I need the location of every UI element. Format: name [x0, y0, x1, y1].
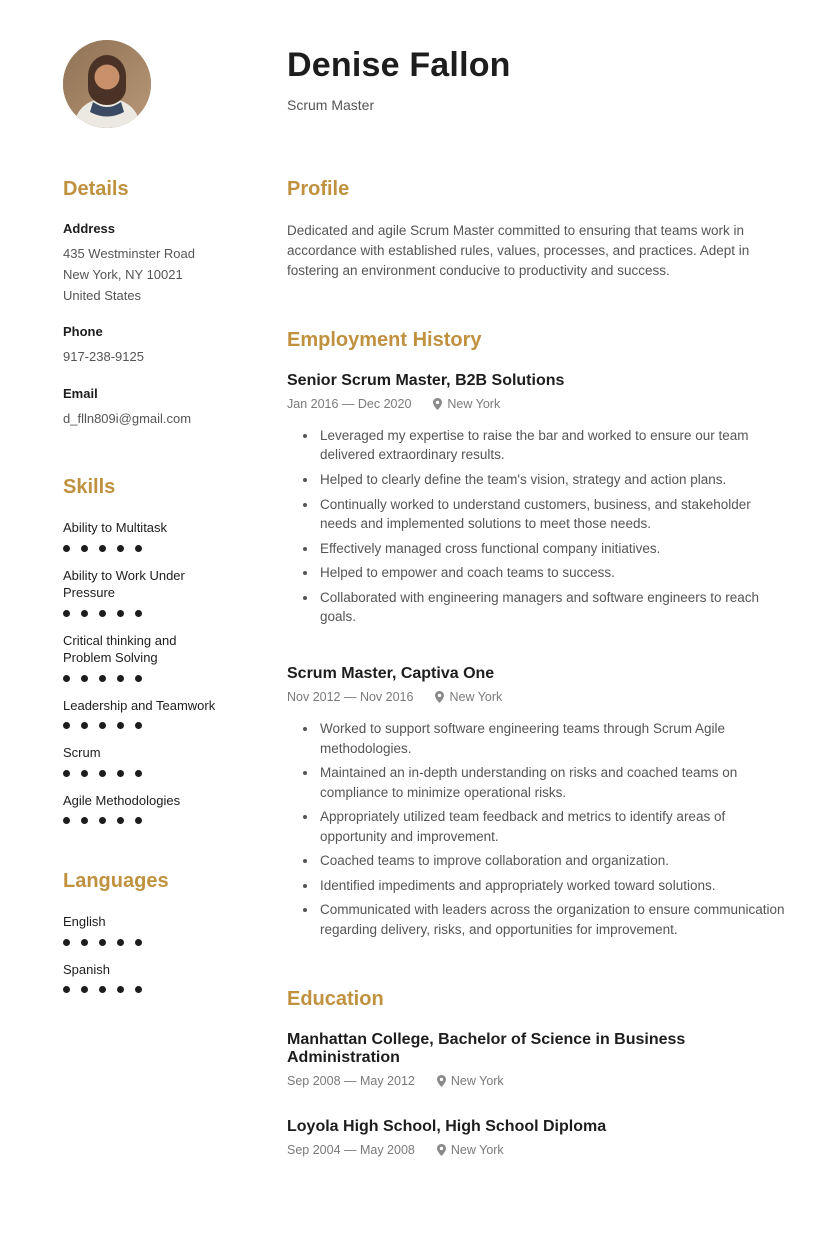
language-item — [63, 961, 226, 994]
education-location: New York — [450, 1142, 504, 1157]
rating-dot — [63, 610, 70, 617]
person-name: Denise Fallon — [287, 46, 511, 84]
languages-section — [63, 870, 226, 993]
skill-rating — [63, 675, 226, 682]
rating-dot — [135, 770, 142, 777]
skills-heading: Skills — [63, 475, 116, 498]
rating-dot — [63, 817, 70, 824]
profile-heading: Profile — [287, 178, 350, 200]
language-rating — [63, 939, 226, 946]
education-dates: Sep 2004 — May 2008 — [287, 1142, 415, 1157]
education-entry — [287, 1118, 790, 1157]
rating-dot — [99, 817, 106, 824]
rating-dot — [99, 770, 106, 777]
rating-dot — [81, 675, 88, 682]
rating-dot — [63, 770, 70, 777]
profile-text: Dedicated and agile Scrum Master committed to ensuring that teams work in accordance with established rules, values, processes, and practices. Adept in fostering an environment conducive to productivity and success. — [287, 223, 750, 278]
rating-dot — [117, 986, 124, 993]
details-section — [63, 178, 226, 430]
skill-rating — [63, 770, 226, 777]
language-rating — [63, 986, 226, 993]
skill-item — [63, 567, 226, 617]
rating-dot — [135, 675, 142, 682]
job-bullet: • Continually worked to understand customers, business, and stakeholder needs and implemented solutions to meet those needs. — [318, 495, 790, 534]
header-name-block — [287, 40, 790, 113]
rating-dot — [135, 722, 142, 729]
rating-dot — [117, 939, 124, 946]
education-heading: Education — [287, 987, 384, 1010]
address-line: 435 Westminster Road — [63, 246, 195, 261]
skill-item — [63, 519, 226, 552]
job-bullet: • Identified impediments and appropriately worked toward solutions. — [318, 876, 790, 896]
rating-dot — [63, 675, 70, 682]
email-value: d_flln809i@gmail.com — [63, 411, 192, 427]
job-entry — [287, 372, 790, 627]
job-title: Scrum Master, Captiva One — [287, 664, 495, 682]
address-line: United States — [63, 287, 142, 303]
education-dates: Sep 2008 — May 2012 — [287, 1073, 415, 1088]
rating-dot — [81, 545, 88, 552]
rating-dot — [117, 545, 124, 552]
job-dates: Nov 2012 — Nov 2016 — [287, 689, 414, 704]
job-bullet: • Collaborated with engineering managers and software engineers to reach goals. — [318, 588, 790, 627]
skills-section — [63, 476, 226, 824]
job-entry — [287, 665, 790, 940]
skill-name: Critical thinking and Problem Solving — [63, 632, 177, 666]
job-bullet: • Maintained an in-depth understanding on risks and coached teams on compliance to minimize operational risks. — [318, 763, 790, 802]
employment-heading: Employment History — [287, 328, 482, 351]
skill-rating — [63, 817, 226, 824]
phone-label: Phone — [63, 324, 103, 340]
rating-dot — [81, 817, 88, 824]
resume-header — [63, 40, 790, 128]
language-name: English — [63, 914, 106, 930]
rating-dot — [117, 610, 124, 617]
education-entry — [287, 1031, 790, 1088]
job-bullet: • Worked to support software engineering teams through Scrum Agile methodologies. — [318, 719, 790, 758]
skill-name: Agile Methodologies — [63, 792, 181, 808]
languages-heading: Languages — [63, 870, 169, 893]
rating-dot — [63, 939, 70, 946]
rating-dot — [99, 610, 106, 617]
map-pin-icon — [437, 1075, 446, 1087]
phone-value: 917-238-9125 — [63, 349, 144, 365]
email-label: Email — [63, 386, 98, 402]
language-name: Spanish — [63, 961, 110, 977]
rating-dot — [99, 545, 106, 552]
job-bullets — [287, 426, 790, 627]
skill-item — [63, 632, 226, 682]
education-meta — [287, 1074, 790, 1088]
job-location: New York — [449, 689, 503, 704]
rating-dot — [63, 545, 70, 552]
rating-dot — [135, 817, 142, 824]
job-bullets — [287, 719, 790, 940]
avatar-illustration — [63, 40, 151, 128]
job-meta — [287, 397, 790, 411]
rating-dot — [135, 939, 142, 946]
job-meta — [287, 690, 790, 704]
skill-name: Scrum — [63, 745, 101, 761]
job-location: New York — [447, 396, 501, 411]
skill-name: Ability to Multitask — [63, 519, 168, 535]
rating-dot — [99, 939, 106, 946]
skill-item — [63, 744, 226, 777]
job-bullet: • Effectively managed cross functional company initiatives. — [318, 539, 790, 559]
education-location: New York — [450, 1073, 504, 1088]
profile-section — [287, 178, 790, 281]
rating-dot — [135, 545, 142, 552]
rating-dot — [117, 722, 124, 729]
rating-dot — [117, 770, 124, 777]
skill-name: Ability to Work Under Pressure — [63, 567, 185, 601]
rating-dot — [63, 986, 70, 993]
header-photo-cell — [63, 40, 226, 128]
job-title: Senior Scrum Master, B2B Solutions — [287, 371, 565, 389]
job-bullet: • Communicated with leaders across the organization to ensure communication regarding delivery, risks, and opportunities for improvement. — [318, 900, 790, 939]
skill-item — [63, 697, 226, 730]
language-item — [63, 913, 226, 946]
avatar — [63, 40, 151, 128]
education-meta — [287, 1143, 790, 1157]
address-label: Address — [63, 221, 116, 236]
map-pin-icon — [437, 1144, 446, 1156]
employment-section — [287, 329, 790, 940]
skill-rating — [63, 545, 226, 552]
rating-dot — [99, 675, 106, 682]
job-bullet: • Helped to empower and coach teams to success. — [318, 563, 790, 583]
rating-dot — [99, 986, 106, 993]
job-bullet: • Coached teams to improve collaboration and organization. — [318, 851, 790, 871]
skill-item — [63, 792, 226, 825]
rating-dot — [135, 986, 142, 993]
rating-dot — [99, 722, 106, 729]
rating-dot — [117, 675, 124, 682]
sidebar — [63, 178, 226, 1205]
job-bullet: • Helped to clearly define the team's vision, strategy and action plans. — [318, 470, 790, 490]
rating-dot — [81, 610, 88, 617]
job-bullet: • Appropriately utilized team feedback and metrics to identify areas of opportunity and improvement. — [318, 807, 790, 846]
education-title: Loyola High School, High School Diploma — [287, 1117, 607, 1135]
job-dates: Jan 2016 — Dec 2020 — [287, 396, 412, 411]
rating-dot — [81, 986, 88, 993]
education-section — [287, 988, 790, 1157]
map-pin-icon — [435, 691, 444, 703]
rating-dot — [81, 770, 88, 777]
rating-dot — [117, 817, 124, 824]
education-title: Manhattan College, Bachelor of Science in Business Administration — [287, 1030, 686, 1066]
address-line: New York, NY 10021 — [63, 266, 183, 282]
skill-rating — [63, 610, 226, 617]
rating-dot — [135, 610, 142, 617]
rating-dot — [81, 939, 88, 946]
skill-rating — [63, 722, 226, 729]
person-job-title: Scrum Master — [287, 97, 375, 113]
rating-dot — [81, 722, 88, 729]
map-pin-icon — [433, 398, 442, 410]
main-content — [287, 178, 790, 1205]
job-bullet: • Leveraged my expertise to raise the bar and worked to ensure our team delivered extraordinary results. — [318, 426, 790, 465]
rating-dot — [63, 722, 70, 729]
skill-name: Leadership and Teamwork — [63, 697, 216, 713]
resume-body — [63, 178, 790, 1205]
details-heading: Details — [63, 178, 129, 200]
